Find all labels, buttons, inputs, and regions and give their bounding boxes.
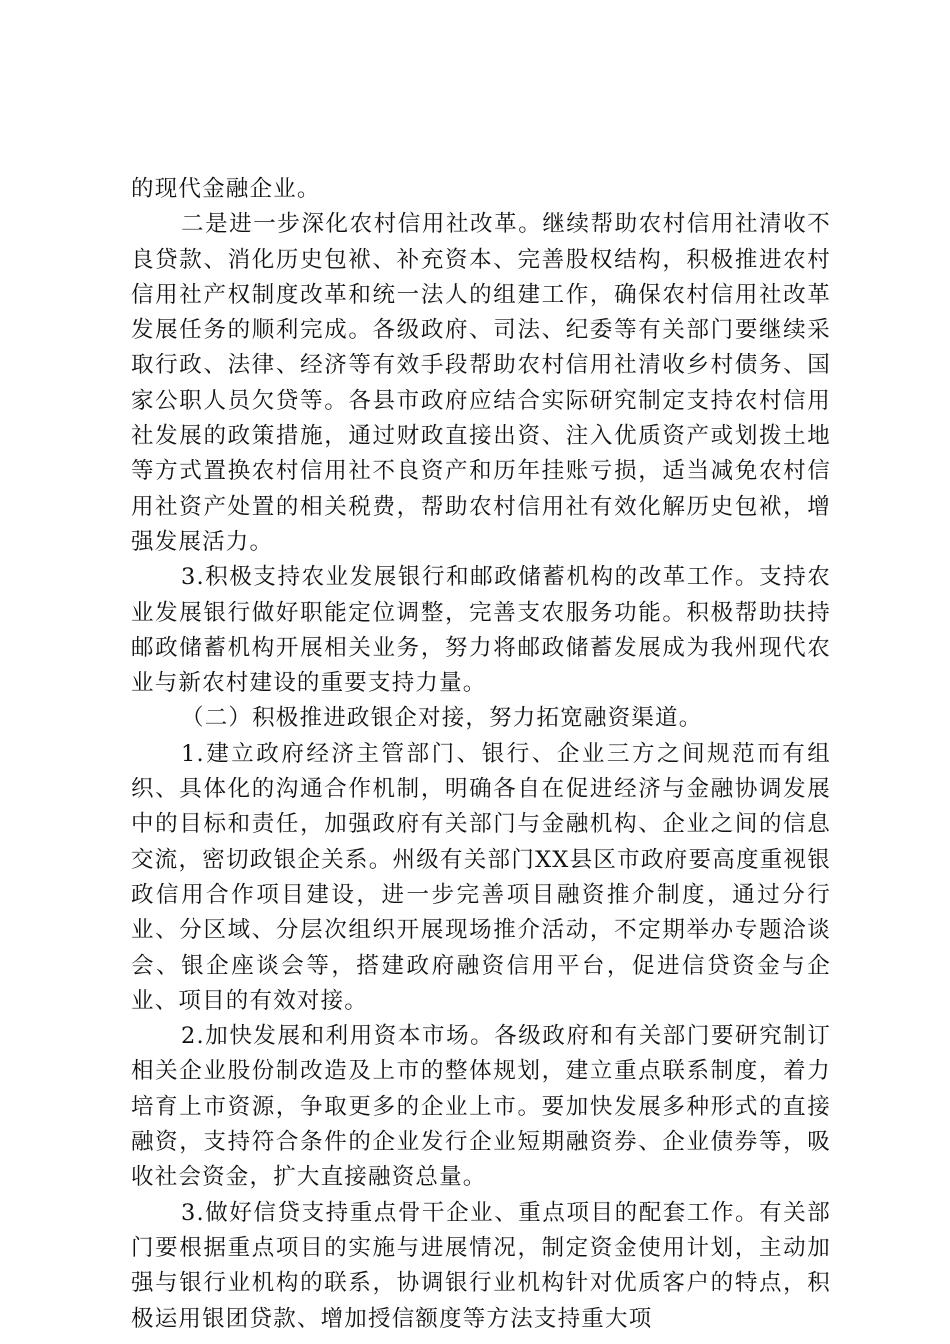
document-body xyxy=(131,172,831,1337)
paragraph-agri-bank-postal: 3.积极支持农业发展银行和邮政储蓄机构的改革工作。支持农业发展银行做好职能定位调整，完善支农服务功能。积极帮助扶持邮政储蓄机构开展相关业务，努力将邮政储蓄发展成为我州现代农业与新农村建设的重要支持力量。 xyxy=(131,564,831,697)
paragraph-continuation: 的现代金融企业。 xyxy=(131,176,321,202)
paragraph-rural-credit-reform: 二是进一步深化农村信用社改革。继续帮助农村信用社清收不良贷款、消化历史包袱、补充资本、完善股权结构，积极推进农村信用社产权制度改革和统一法人的组建工作，确保农村信用社改革发展任务的顺利完成。各级政府、司法、纪委等有关部门要继续采取行政、法律、经济等有效手段帮助农村信用社清收乡村债务、国家公职人员欠贷等。各县市政府应结合实际研究制定支持农村信用社发展的政策措施，通过财政直接出资、注入优质资产或划拨土地等方式置换农村信用社不良资产和历年挂账亏损，适当减免农村信用社资产处置的相关税费，帮助农村信用社有效化解历史包袱，增强发展活力。 xyxy=(131,211,831,555)
section-heading-bank-enterprise: （二）积极推进政银企对接，努力拓宽融资渠道。 xyxy=(181,705,703,732)
paragraph-credit-support: 3.做好信贷支持重点骨干企业、重点项目的配套工作。有关部门要根据重点项目的实施与进展情况，制定资金使用计划，主动加强与银行业机构的联系，协调银行业机构针对优质客户的特点，积极运用银团贷款、增加授信额度等方法支持重大项 xyxy=(131,1199,831,1332)
paragraph-cooperation-mechanism: 1.建立政府经济主管部门、银行、企业三方之间规范而有组织、具体化的沟通合作机制，明确各自在促进经济与金融协调发展中的目标和责任，加强政府有关部门与金融机构、企业之间的信息交流，密切政银企关系。州级有关部门XX县区市政府要高度重视银政信用合作项目建设，进一步完善项目融资推介制度，通过分行业、分区域、分层次组织开展现场推介活动，不定期举办专题洽谈会、银企座谈会等，搭建政府融资信用平台，促进信贷资金与企业、项目的有效对接。 xyxy=(131,740,831,1014)
paragraph-capital-market: 2.加快发展和利用资本市场。各级政府和有关部门要研究制订相关企业股份制改造及上市的整体规划，建立重点联系制度，着力培育上市资源，争取更多的企业上市。要加快发展多种形式的直接融资，支持符合条件的企业发行企业短期融资券、企业债券等，吸收社会资金，扩大直接融资总量。 xyxy=(131,1023,831,1191)
